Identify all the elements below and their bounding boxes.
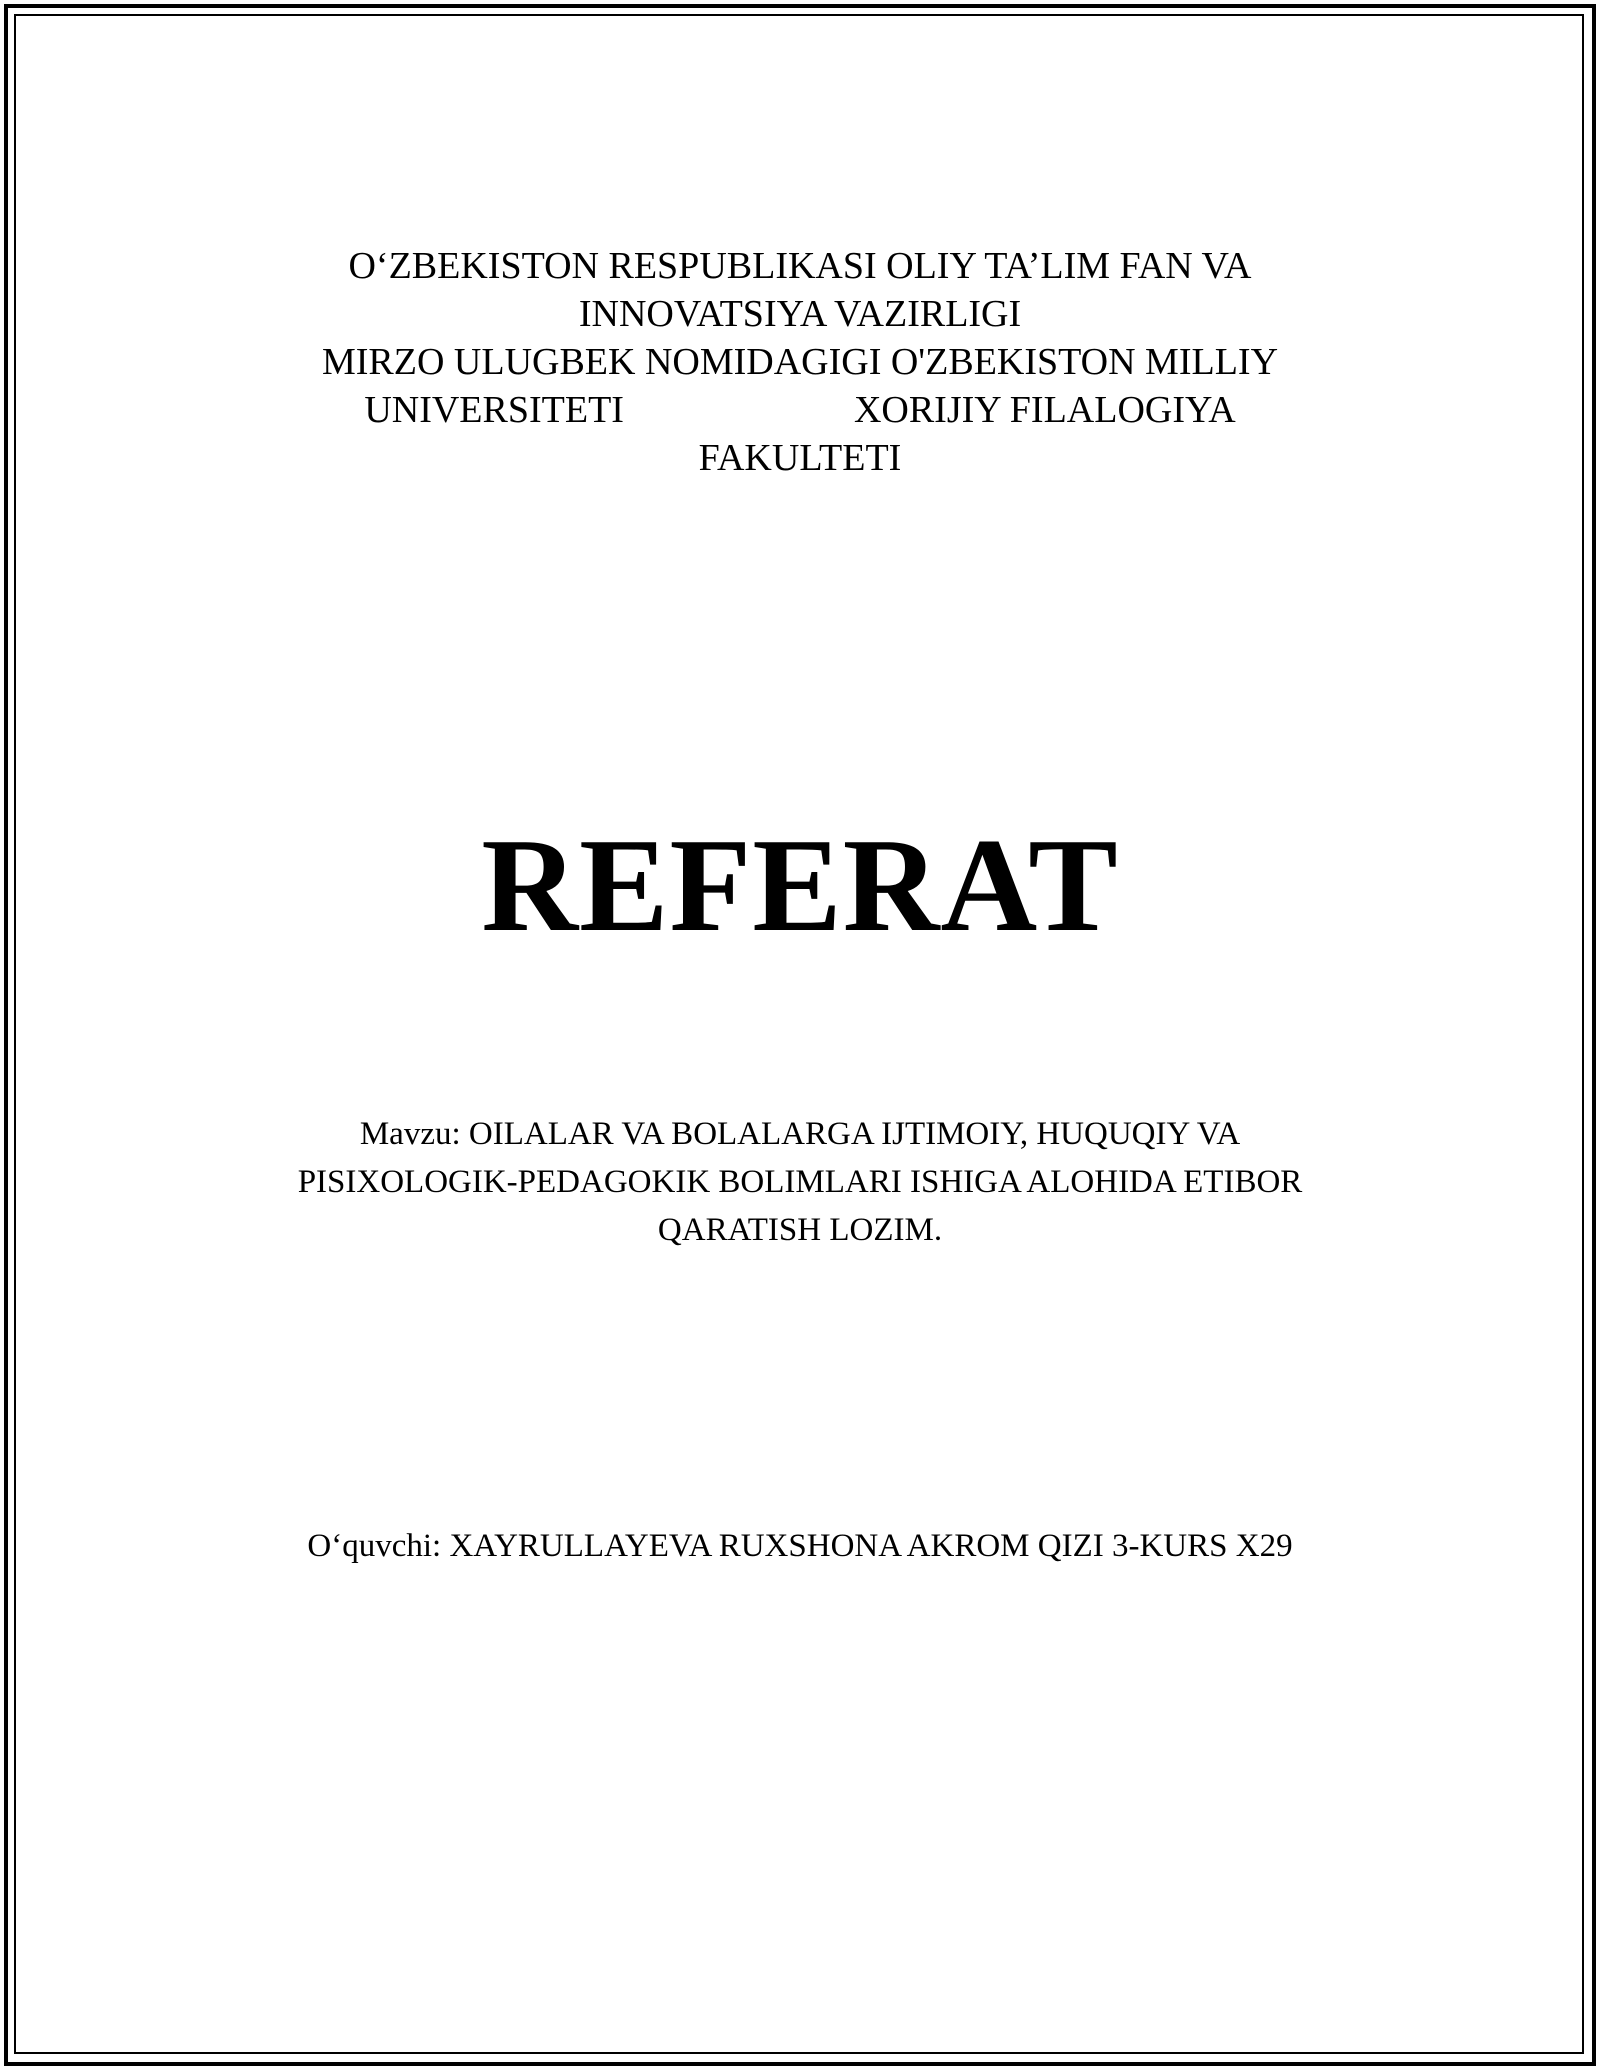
topic-line-1: Mavzu: OILALAR VA BOLALARGA IJTIMOIY, HUQUQIY VA bbox=[359, 1116, 1241, 1152]
header-line-university-faculty bbox=[230, 386, 1370, 434]
header-faculty-name: XORIJIY FILALOGIYA bbox=[853, 389, 1236, 431]
header-line-ministry-cont: INNOVATSIYA VAZIRLIGI bbox=[578, 293, 1022, 335]
header-university-word: UNIVERSITETI bbox=[364, 389, 624, 431]
topic-line-3: QARATISH LOZIM. bbox=[657, 1212, 943, 1248]
header-spacer bbox=[624, 386, 854, 434]
topic-block bbox=[200, 1110, 1400, 1254]
document-title: REFERAT bbox=[481, 811, 1119, 959]
student-info: O‘quvchi: XAYRULLAYEVA RUXSHONA AKROM QIZI 3-KURS X29 bbox=[307, 1528, 1293, 1564]
header-line-university: MIRZO ULUGBEK NOMIDAGIGI O'ZBEKISTON MILLIY bbox=[321, 341, 1279, 383]
institution-header bbox=[230, 242, 1370, 482]
topic-line-2: PISIXOLOGIK-PEDAGOKIK BOLIMLARI ISHIGA ALOHIDA ETIBOR bbox=[297, 1164, 1303, 1200]
header-line-ministry: O‘ZBEKISTON RESPUBLIKASI OLIY TA’LIM FAN VA bbox=[348, 245, 1252, 287]
header-line-faculty: FAKULTETI bbox=[698, 437, 902, 479]
